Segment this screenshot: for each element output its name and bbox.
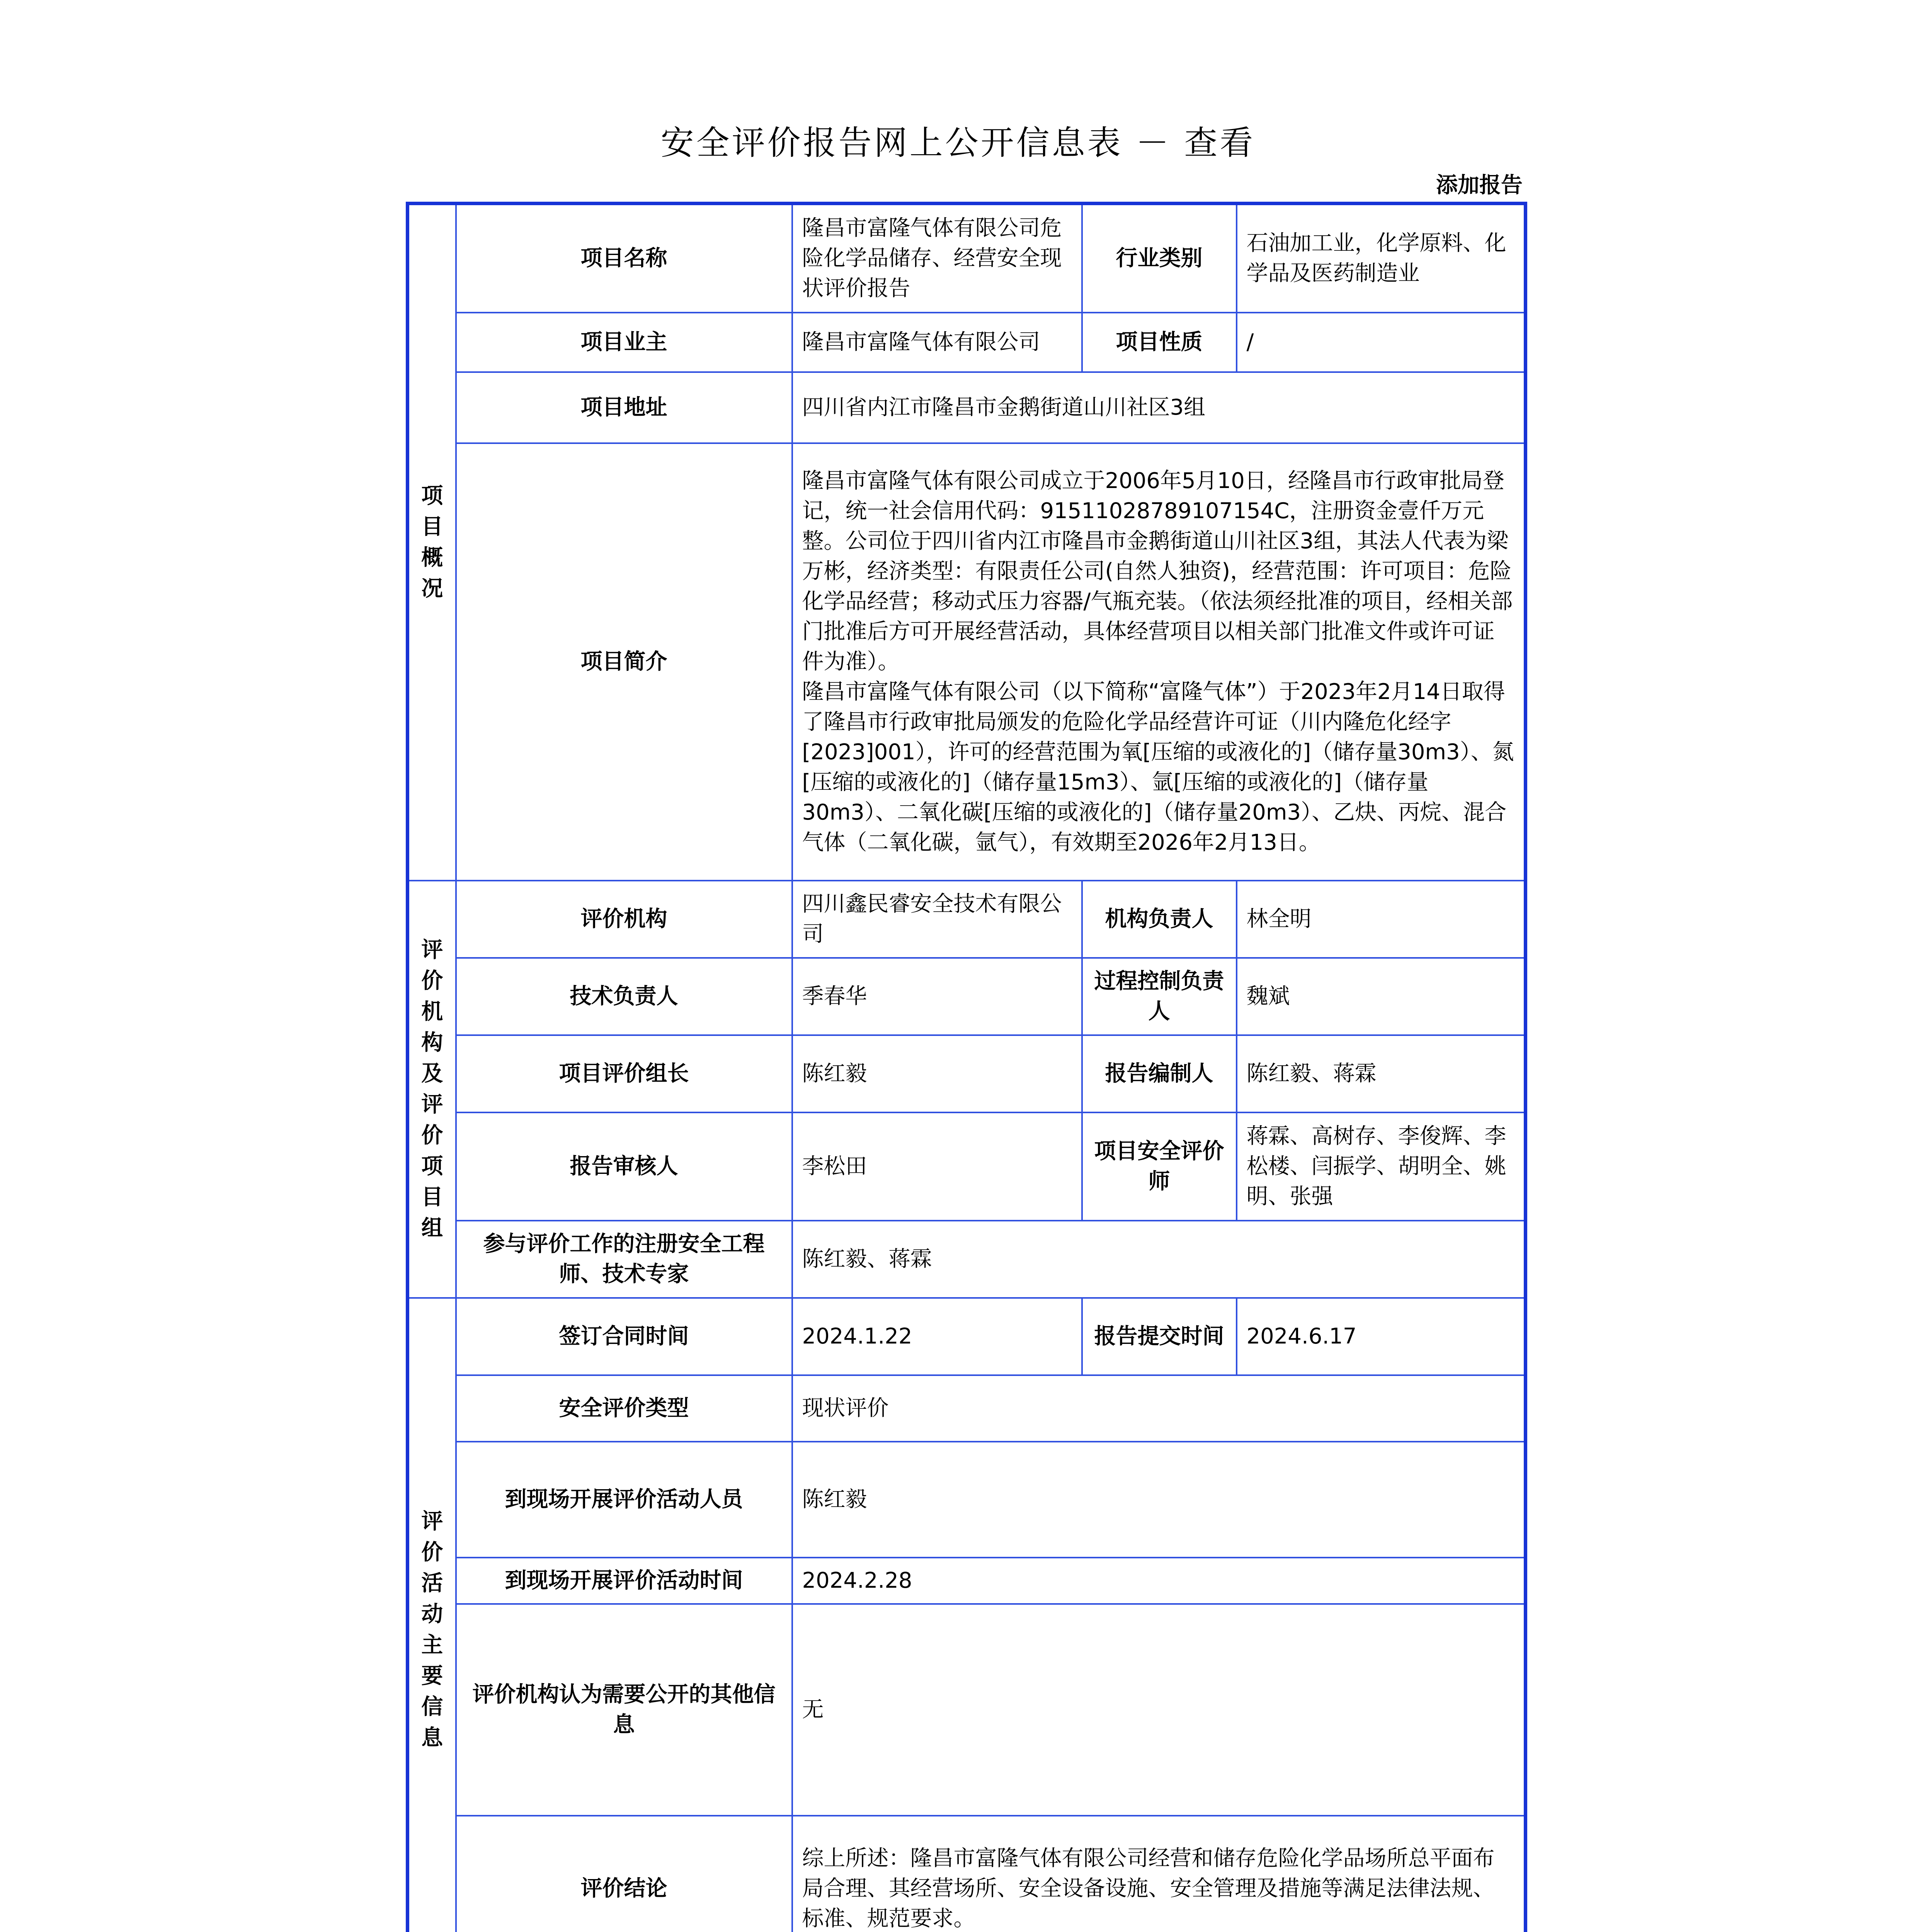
compiler-value: 陈红毅、蒋霖 [1237,1035,1526,1112]
address-value: 四川省内江市隆昌市金鹅街道山川社区3组 [792,372,1526,443]
evaluation-type-label: 安全评价类型 [456,1375,792,1442]
team-leader-label: 项目评价组长 [456,1035,792,1112]
section-project-overview: 项目概况 [408,204,456,881]
assessors-value: 蒋霖、高树存、李俊辉、李松楼、闫振学、胡明全、姚明、张强 [1237,1112,1526,1221]
contract-date-value: 2024.1.22 [792,1298,1082,1375]
process-lead-label: 过程控制负责人 [1082,958,1237,1035]
conclusion-value: 综上所述：隆昌市富隆气体有限公司经营和储存危险化学品场所总平面布局合理、其经营场所、安全设备设施、安全管理及措施等满足法律法规、标准、规范要求。 [792,1816,1526,1932]
onsite-time-value: 2024.2.28 [792,1558,1526,1604]
agency-head-label: 机构负责人 [1082,881,1237,958]
conclusion-label: 评价结论 [456,1816,792,1932]
nature-label: 项目性质 [1082,313,1237,372]
section-evaluation-org: 评价机构及评价项目组 [408,881,456,1298]
engineers-label: 参与评价工作的注册安全工程师、技术专家 [456,1221,792,1298]
onsite-time-label: 到现场开展评价活动时间 [456,1558,792,1604]
add-report-link[interactable]: 添加报告 [1436,173,1523,198]
agency-label: 评价机构 [456,881,792,958]
team-leader-value: 陈红毅 [792,1035,1082,1112]
process-lead-value: 魏斌 [1237,958,1526,1035]
owner-label: 项目业主 [456,313,792,372]
reviewer-value: 李松田 [792,1112,1082,1221]
info-table [406,202,1527,1932]
intro-label: 项目简介 [456,443,792,881]
reviewer-label: 报告审核人 [456,1112,792,1221]
onsite-staff-value: 陈红毅 [792,1442,1526,1558]
intro-value [792,443,1526,881]
other-info-value: 无 [792,1604,1526,1816]
project-name-value: 隆昌市富隆气体有限公司危险化学品储存、经营安全现状评价报告 [792,204,1082,313]
onsite-staff-label: 到现场开展评价活动人员 [456,1442,792,1558]
engineers-value: 陈红毅、蒋霖 [792,1221,1526,1298]
agency-head-value: 林全明 [1237,881,1526,958]
other-info-label: 评价机构认为需要公开的其他信息 [456,1604,792,1816]
tech-lead-label: 技术负责人 [456,958,792,1035]
evaluation-type-value: 现状评价 [792,1375,1526,1442]
submit-date-value: 2024.6.17 [1237,1298,1526,1375]
intro-paragraph-2: 隆昌市富隆气体有限公司（以下简称“富隆气体”）于2023年2月14日取得了隆昌市行政审批局颁发的危险化学品经营许可证（川内隆危化经字[2023]001），许可的经营范围为氧[压缩的或液化的]（储存量30m3）、氮[压缩的或液化的]（储存量15m3）、氩[压缩的或液化的]（储存量30m3）、二氧化碳[压缩的或液化的]（储存量20m3）、乙炔、丙烷、混合气体（二氧化碳，氩气），有效期至2026年2月13日。 [802,679,1514,855]
assessors-label: 项目安全评价师 [1082,1112,1237,1221]
tech-lead-value: 季春华 [792,958,1082,1035]
intro-paragraph-1: 隆昌市富隆气体有限公司成立于2006年5月10日，经隆昌市行政审批局登记，统一社会信用代码：91511028789107154C，注册资金壹仟万元整。公司位于四川省内江市隆昌市金鹅街道山川社区3组，其法人代表为梁万彬，经济类型：有限责任公司(自然人独资)，经营范围：许可项目：危险化学品经营；移动式压力容器/气瓶充装。（依法须经批准的项目，经相关部门批准后方可开展经营活动，具体经营项目以相关部门批准文件或许可证件为准）。 [802,468,1513,674]
page-title: 安全评价报告网上公开信息表 － 查看 [660,124,1256,162]
section-evaluation-activity: 评价活动主要信息 [408,1298,456,1932]
industry-value: 石油加工业，化学原料、化学品及医药制造业 [1237,204,1526,313]
compiler-label: 报告编制人 [1082,1035,1237,1112]
agency-value: 四川鑫民睿安全技术有限公司 [792,881,1082,958]
project-name-label: 项目名称 [456,204,792,313]
industry-label: 行业类别 [1082,204,1237,313]
contract-date-label: 签订合同时间 [456,1298,792,1375]
submit-date-label: 报告提交时间 [1082,1298,1237,1375]
address-label: 项目地址 [456,372,792,443]
owner-value: 隆昌市富隆气体有限公司 [792,313,1082,372]
nature-value: / [1237,313,1526,372]
